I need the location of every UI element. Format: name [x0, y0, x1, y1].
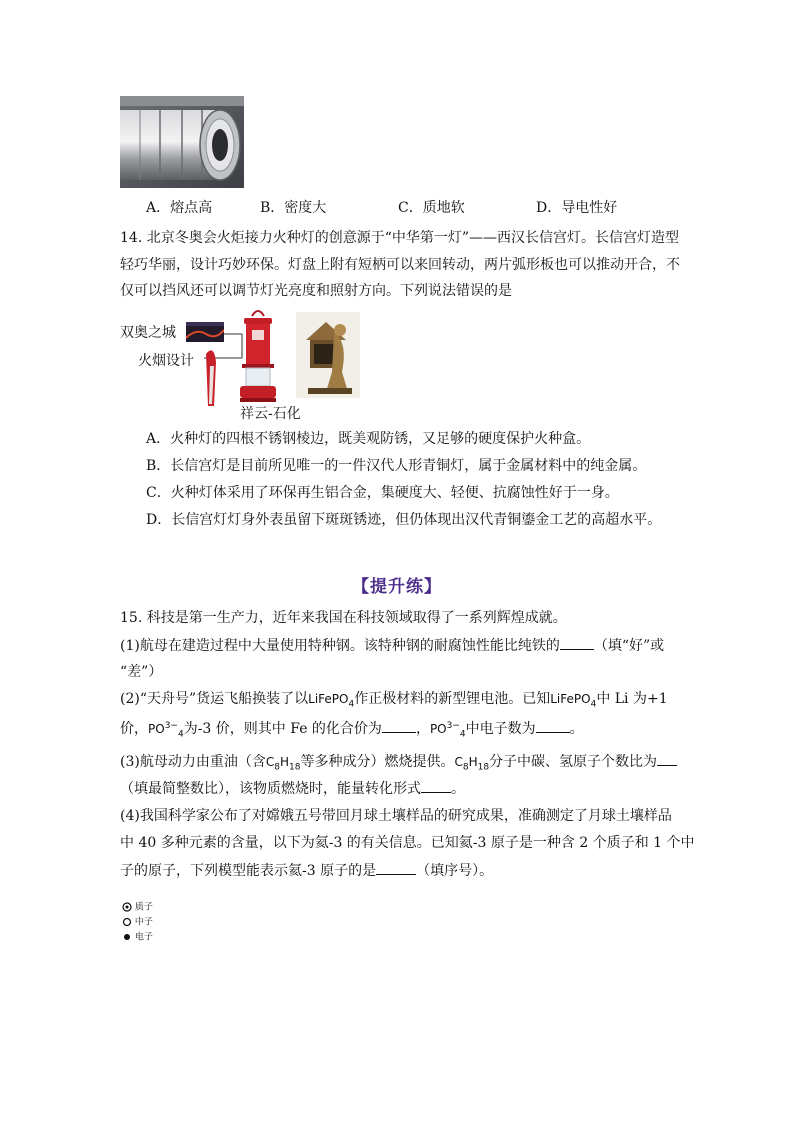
legend-proton: 质子: [122, 902, 153, 914]
chem-ion-po4: $PO^{3-}_4$: [148, 721, 184, 740]
q15-part4-line3: 子的原子，下列模型能表示氦-3 原子的是 （填序号）。: [120, 860, 493, 881]
section-heading: 【提升练】: [352, 577, 442, 597]
q15-part3-line1: (3)航母动力由重油（含$C_8H_{18}$等多种成分）燃烧提供。$C_8H_{18}$分子中碳、氢原子个数比为: [120, 751, 677, 777]
q15-part2-text-a: (2)“天舟号”货运飞船换装了以: [120, 691, 309, 707]
steel-coil-image: [120, 96, 244, 188]
chem-ion-po4-2: $PO^{3-}_4$: [429, 721, 466, 740]
q15-part4-line2: 中 40 多种元素的含量，以下为氦-3 的有关信息。已知氦-3 原子是一种含 2 个质子和 1 个中: [120, 835, 695, 851]
q15-part1-blank[interactable]: [560, 635, 594, 650]
chem-formula-c8h18-2: $C_8H_{18}$: [454, 755, 490, 773]
q15-part1-text: (1)航母在建造过程中大量使用特种钢。该特种钢的耐腐蚀性能比纯铁的: [120, 638, 560, 654]
legend-electron: 电子: [122, 932, 153, 944]
chem-formula-lifepo4-2: LiFePO$_4$: [550, 692, 597, 710]
figure-label-shuangao: 双奥之城: [120, 325, 176, 341]
figure-label-huoyan: 火烟设计: [138, 353, 194, 369]
q14-option-d: D．长信宫灯灯身外表虽留下斑斑锈迹，但仍体现出汉代青铜鎏金工艺的高超水平。: [146, 512, 662, 528]
q14-option-b: B．长信宫灯是目前所见唯一的一件汉代人形青铜灯，属于金属材料中的纯金属。: [146, 458, 647, 474]
q13-option-a: A．熔点高: [146, 200, 213, 216]
q15-intro: 15. 科技是第一生产力，近年来我国在科技领域取得了一系列辉煌成就。: [120, 610, 567, 626]
q14-stem-line2: 轻巧华丽，设计巧妙环保。灯盘上附有短柄可以来回转动，两片弧形板也可以推动开合，不: [120, 257, 680, 273]
electron-symbol-icon: [122, 932, 132, 942]
changxin-palace-lamp-photo: [296, 312, 360, 398]
q14-option-a: A．火种灯的四根不锈钢棱边，既美观防锈，又足够的硬度保护火种盒。: [146, 431, 591, 447]
chem-formula-lifepo4: LiFePO$_4$: [308, 692, 355, 710]
q15-part4-line1: (4)我国科学家公布了对嫦娥五号带回月球土壤样品的研究成果，准确测定了月球土壤样品: [120, 808, 672, 824]
chem-formula-c8h18: $C_8H_{18}$: [265, 755, 301, 773]
q13-option-c: C．质地软: [398, 200, 465, 216]
neutron-symbol-icon: [122, 917, 132, 927]
q15-part2-text-c: 中 Li 为+1: [596, 691, 668, 707]
torch-and-lantern-illustration: [196, 306, 296, 410]
q15-part2-blank1[interactable]: [382, 718, 416, 733]
q15-part2-text-b: 作正极材料的新型锂电池。已知: [354, 691, 551, 707]
q13-option-b: B．密度大: [260, 200, 327, 216]
q15-part1-line2: “差”）: [120, 664, 163, 680]
proton-symbol-icon: [122, 902, 132, 912]
q13-option-d: D．导电性好: [536, 200, 618, 216]
q15-part2-line1: [120, 689, 668, 714]
q15-part2-blank2[interactable]: [536, 718, 570, 733]
q15-part1-line1: [120, 635, 664, 656]
q15-part3-line2: （填最简整数比），该物质燃烧时，能量转化形式 。: [120, 778, 465, 799]
q14-option-c: C．火种灯体采用了环保再生铝合金，集硬度大、轻便、抗腐蚀性好于一身。: [146, 485, 619, 501]
q14-stem-line1: 14. 北京冬奥会火炬接力火种灯的创意源于“中华第一灯”——西汉长信宫灯。长信宫灯造型: [120, 230, 680, 246]
q15-part2-line2: 价，$PO^{3-}_4$为-3 价，则其中 Fe 的化合价为 ，$PO^{3-}_4$中电子数为 。: [120, 716, 584, 744]
q15-part3-blank1[interactable]: [657, 751, 677, 766]
figure-label-xiangyun: 祥云-石化: [240, 406, 301, 422]
q14-stem-line3: 仅可以挡风还可以调节灯光亮度和照射方向。下列说法错误的是: [120, 283, 512, 299]
q15-part3-blank2[interactable]: [421, 778, 451, 793]
q15-part1-hint: （填“好”或: [593, 638, 665, 654]
legend-neutron: 中子: [122, 917, 153, 929]
q15-part4-blank[interactable]: [376, 860, 416, 875]
